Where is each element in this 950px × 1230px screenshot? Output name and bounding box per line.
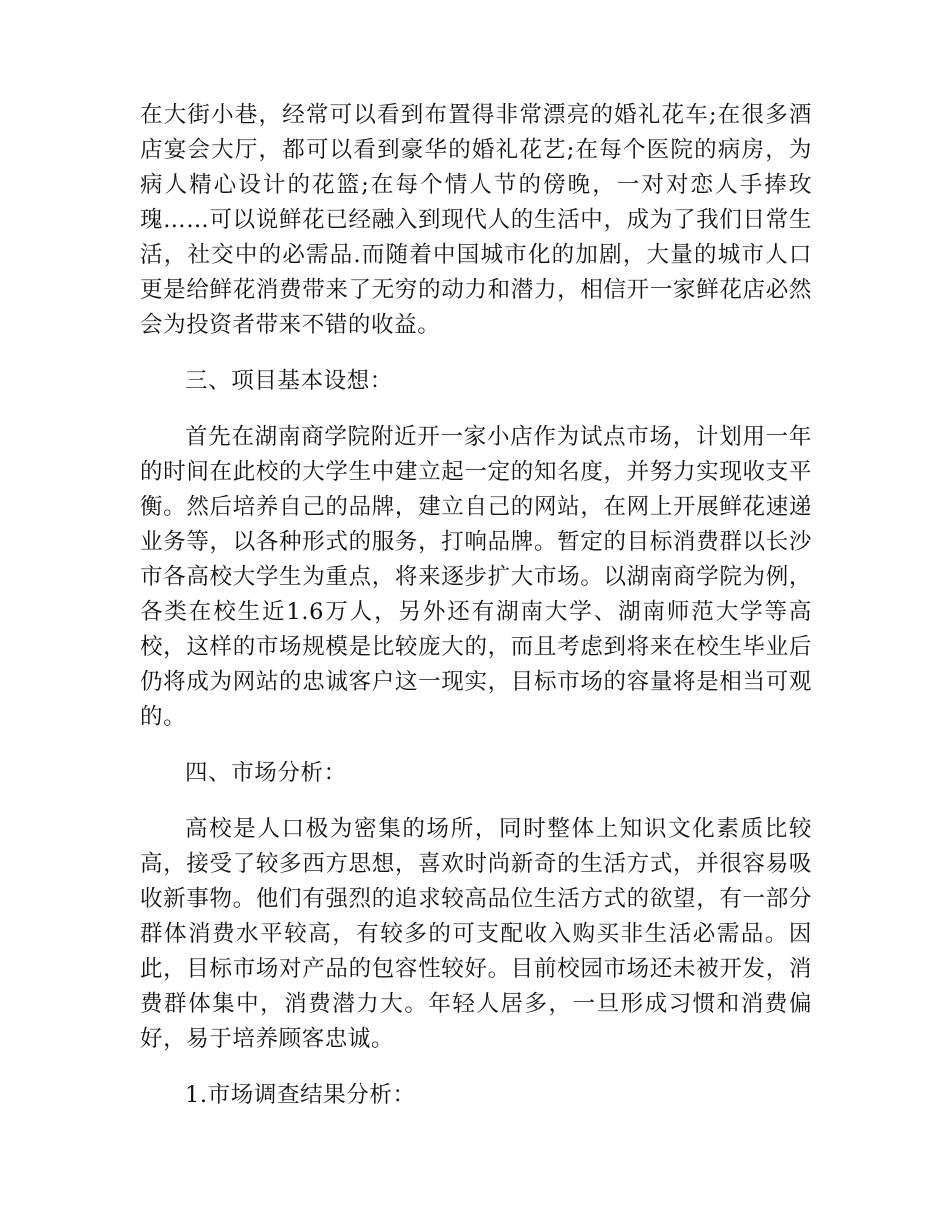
market-analysis-paragraph: 高校是人口极为密集的场所，同时整体上知识文化素质比较高，接受了较多西方思想，喜欢时尚新奇的生活方式，并很容易吸收新事物。他们有强烈的追求较高品位生活方式的欲望，有一部分群体消费水平较高，有较多的可支配收入购买非生活必需品。因此，目标市场对产品的包容性较好。目前校园市场还未被开发，消费群体集中，消费潜力大。年轻人居多，一旦形成习惯和消费偏好，易于培养顾客忠诚。 bbox=[140, 816, 812, 1052]
section-heading-project-concept: 三、项目基本设想： bbox=[185, 368, 393, 394]
project-concept-paragraph: 首先在湖南商学院附近开一家小店作为试点市场，计划用一年的时间在此校的大学生中建立起一定的知名度，并努力实现收支平衡。然后培养自己的品牌，建立自己的网站，在网上开展鲜花速递业务等，以各种形式的服务，打响品牌。暂定的目标消费群以长沙市各高校大学生为重点，将来逐步扩大市场。以湖南商学院为例，各类在校生近1.6万人，另外还有湖南大学、湖南师范大学等高校，这样的市场规模是比较庞大的，而且考虑到将来在校生毕业后仍将成为网站的忠诚客户这一现实，目标市场的容量将是相当可观的。 bbox=[140, 424, 812, 730]
subsection-heading-survey-results: 1.市场调查结果分析： bbox=[185, 1082, 416, 1108]
section-heading-market-analysis: 四、市场分析： bbox=[185, 760, 347, 786]
intro-paragraph: 在大街小巷，经常可以看到布置得非常漂亮的婚礼花车;在很多酒店宴会大厅，都可以看到豪华的婚礼花艺;在每个医院的病房，为病人精心设计的花篮;在每个情人节的傍晚，一对对恋人手捧玫瑰……可以说鲜花已经融入到现代人的生活中，成为了我们日常生活，社交中的必需品.而随着中国城市化的加剧，大量的城市人口更是给鲜花消费带来了无穷的动力和潜力，相信开一家鲜花店必然会为投资者带来不错的收益。 bbox=[140, 102, 812, 338]
document-body bbox=[140, 98, 812, 1134]
